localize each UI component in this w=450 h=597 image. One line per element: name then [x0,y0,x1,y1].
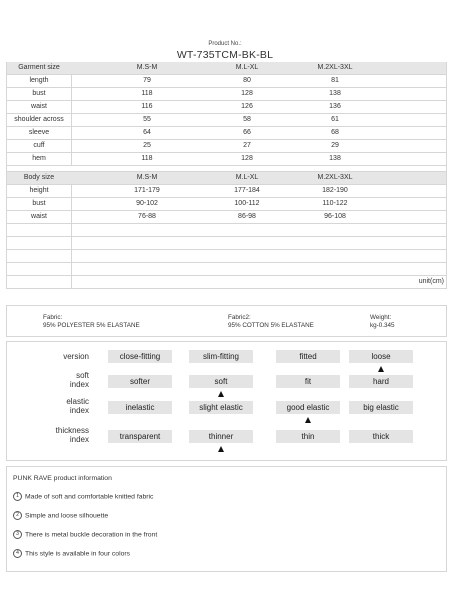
garment-size-header [7,62,446,75]
fit-option-chip: slim-fitting [189,350,253,363]
size-col-1: M.S-M [136,64,158,71]
garment-rows [7,75,446,166]
size-col-3: M.2XL-3XL [317,64,353,71]
fabric-info-box [6,305,447,337]
row-label: waist [31,213,47,220]
table-row [7,211,446,224]
unit-row [7,276,446,288]
row-label: height [29,187,49,194]
selected-marker-icon [378,366,384,372]
number-circle-icon: 4 [13,549,22,558]
fit-option-chip: softer [108,375,172,388]
body-size-header-label: Body size [23,174,55,181]
fabric1 [43,314,140,330]
fit-option-chip: good elastic [276,401,340,414]
cell-value: 171-179 [134,187,160,194]
cell-value: 110-122 [322,200,348,207]
body-size-col-2: M.L-XL [235,174,259,181]
fit-row-label: elastic index [66,397,89,415]
weight [370,314,395,330]
cell-value: 90-102 [136,200,158,207]
empty-row [7,263,446,276]
info-item [13,530,157,539]
cell-value: 96-108 [324,213,346,220]
info-item-text: There is metal buckle decoration in the front [25,531,158,539]
cell-value: 100-112 [234,200,260,207]
number-circle-icon: 1 [13,492,22,501]
body-size-header [7,172,446,185]
cell-value: 128 [241,155,253,162]
fit-option-chip: slight elastic [189,401,253,414]
cell-value: 81 [331,77,339,84]
fit-option-chip: fit [276,375,340,388]
cell-value: 182-190 [322,187,348,194]
cell-value: 25 [143,142,151,149]
info-item-text: Simple and loose silhouette [25,512,109,520]
cell-value: 58 [243,116,251,123]
cell-value: 29 [331,142,339,149]
cell-value: 61 [331,116,339,123]
fit-option-chip: fitted [276,350,340,363]
fit-chart [6,341,447,461]
cell-value: 116 [141,103,153,110]
fit-option-chip: loose [349,350,413,363]
fabric2-value: 95% COTTON 5% ELASTANE [228,322,314,329]
cell-value: 55 [143,116,151,123]
row-label: shoulder across [14,116,64,123]
info-item-text: Made of soft and comfortable knitted fabric [25,493,154,501]
selected-marker-icon [218,391,224,397]
cell-value: 64 [143,129,151,136]
product-info-box [6,466,447,572]
info-item-text: This style is available in four colors [25,550,131,558]
info-item [13,549,130,558]
fit-option-chip: close-fitting [108,350,172,363]
cell-value: 126 [241,103,253,110]
row-label: length [29,77,49,84]
fit-option-chip: hard [349,375,413,388]
table-row [7,114,446,127]
cell-value: 27 [243,142,251,149]
info-title: PUNK RAVE product information [13,475,112,482]
table-row [7,153,446,166]
size-col-2: M.L-XL [235,64,259,71]
cell-value: 138 [329,90,341,97]
fit-option-chip: big elastic [349,401,413,414]
table-row [7,140,446,153]
fit-option-chip: soft [189,375,253,388]
weight-label: Weight: [370,314,392,321]
empty-row [7,224,446,237]
row-label: hem [32,155,46,162]
body-size-col-1: M.S-M [136,174,158,181]
fabric1-value: 95% POLYESTER 5% ELASTANE [43,322,140,329]
info-item [13,492,153,501]
row-label: sleeve [28,129,50,136]
table-row [7,127,446,140]
fit-option-chip: thin [276,430,340,443]
number-circle-icon: 3 [13,530,22,539]
table-row [7,185,446,198]
cell-value: 79 [143,77,151,84]
selected-marker-icon [305,417,311,423]
cell-value: 118 [141,90,153,97]
number-circle-icon: 2 [13,511,22,520]
unit-label: unit(cm) [418,278,444,285]
table-row [7,75,446,88]
cell-value: 128 [241,90,253,97]
fit-option-chip: thick [349,430,413,443]
row-label: bust [32,200,46,207]
fit-row-label: thickness index [55,426,89,444]
table-row [7,88,446,101]
selected-marker-icon [218,446,224,452]
fit-option-chip: inelastic [108,401,172,414]
cell-value: 76-88 [138,213,156,220]
row-label: cuff [33,142,45,149]
fabric2 [228,314,314,330]
cell-value: 86-98 [238,213,256,220]
fabric1-label: Fabric: [43,314,63,321]
garment-size-header-label: Garment size [18,64,60,71]
info-item [13,511,108,520]
cell-value: 66 [243,129,251,136]
product-number-label: Product No.: [208,41,242,47]
fit-option-chip: thinner [189,430,253,443]
cell-value: 68 [331,129,339,136]
empty-row [7,237,446,250]
body-rows [7,185,446,224]
product-code: WT-735TCM-BK-BL [176,49,274,61]
table-row [7,101,446,114]
fit-option-chip: transparent [108,430,172,443]
row-label: waist [31,103,47,110]
cell-value: 138 [329,155,341,162]
cell-value: 80 [243,77,251,84]
cell-value: 118 [141,155,153,162]
empty-row [7,250,446,263]
row-label: bust [32,90,46,97]
fabric2-label: Fabric2: [228,314,251,321]
cell-value: 177-184 [234,187,260,194]
weight-value: kg-0.345 [370,322,395,329]
fit-row-label: version [63,352,89,361]
body-size-col-3: M.2XL-3XL [317,174,353,181]
fit-row-label: soft index [69,371,89,389]
table-row [7,198,446,211]
size-table [6,62,447,289]
cell-value: 136 [329,103,341,110]
